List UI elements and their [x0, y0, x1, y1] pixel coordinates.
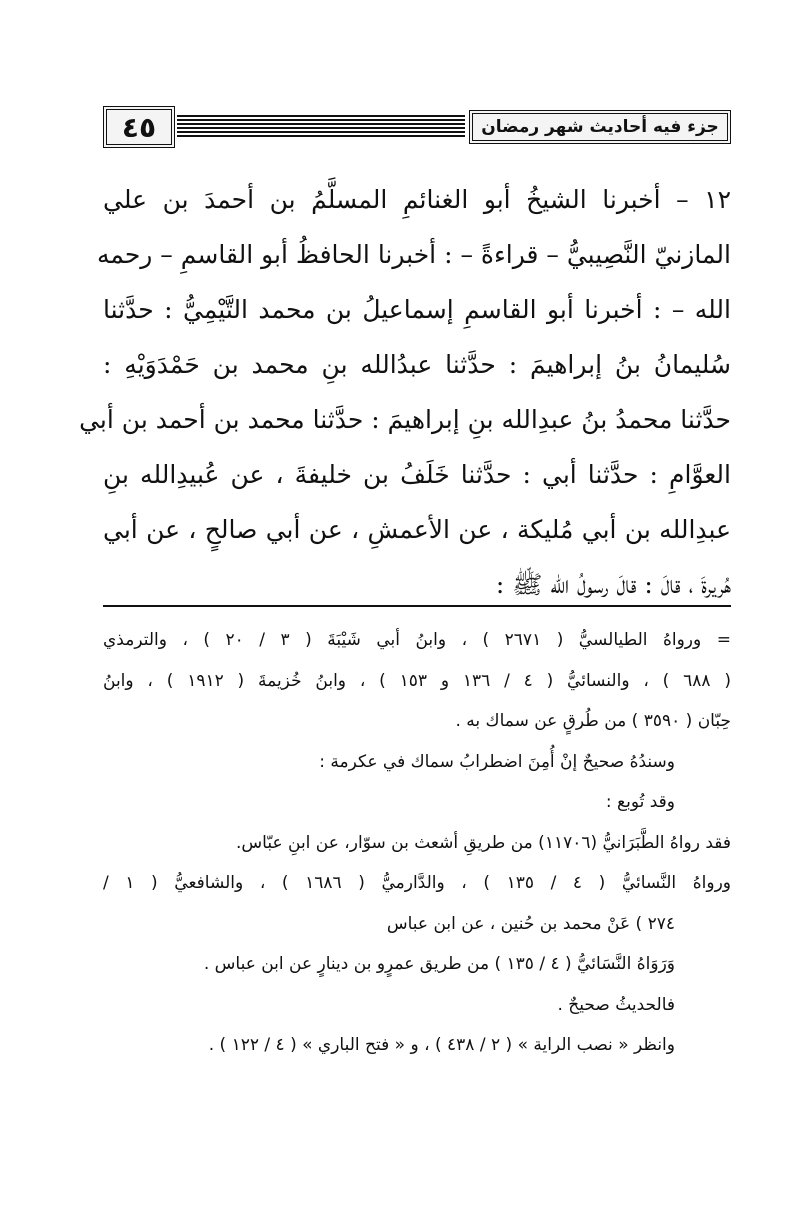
footnote-line: = ورواهُ الطيالسيُّ ( ٢٦٧١ ) ، وابنُ أبي شَيْبَةَ ( ٣ / ٢٠ ) ، والترمذي: [103, 630, 731, 650]
footnote-line: فالحديثُ صحيحٌ .: [557, 994, 675, 1015]
footnote-line: فقد رواهُ الطَّبَرَانيُّ (١١٧٠٦) من طريقِ أشعث بن سوّار، عن ابنِ عبّاس.: [236, 832, 731, 853]
footnote-line: وسندُهُ صحيحٌ إنْ أُمِنَ اضطرابُ سماك في عكرمة :: [319, 751, 675, 772]
header-decorative-rule: [177, 115, 465, 139]
text-line: ١٢ – أخبرنا الشيخُ أبو الغنائمِ المسلَّمُ بن أحمدَ بن علي: [103, 185, 731, 214]
text-line: عبدِالله بن أبي مُليكة ، عن الأعمشِ ، عن أبي صالحٍ ، عن أبي: [103, 515, 731, 544]
hadith-text: [79, 172, 731, 612]
footnote-line: وَرَوَاهُ النَّسَائيُّ ( ٤ / ١٣٥ ) من طريق عمرٍو بن دينارٍ عن ابن عباس .: [203, 954, 675, 974]
text-line: هُريرةَ ، قالَ : قالَ رسولُ الله ﷺ :: [495, 570, 731, 599]
footnote-line: ( ٦٨٨ ) ، والنسائيُّ ( ٤ / ١٣٦ و ١٥٣ ) ، وابنُ خُزيمةَ ( ١٩١٢ ) ، وابنُ: [103, 670, 732, 691]
text-line: العوَّامِ : حدَّثنا أبي : حدَّثنا خَلَفُ بن خليفةَ ، عن عُبيدِالله بنِ: [103, 460, 731, 489]
text-line: الله – : أخبرنا أبو القاسمِ إسماعيلُ بن محمد التَّيْمِيُّ : حدَّثنا: [103, 295, 731, 324]
text-line: حدَّثنا محمدُ بنُ عبدِالله بنِ إبراهيمَ : حدَّثنا محمد بن أحمد بن أبي: [79, 405, 731, 434]
footnote-line: وقد تُوبع :: [605, 792, 675, 812]
footnote-line: حِبّان ( ٣٥٩٠ ) من طُرقٍ عن سماك به .: [455, 711, 731, 731]
page-number: ٤٥: [103, 106, 175, 148]
page-header: [103, 102, 731, 152]
text-line: المازنيّ النَّصِيبيُّ – قراءةً – : أخبرنا الحافظُ أبو القاسمِ – رحمه: [96, 240, 731, 269]
footnote-line: ٢٧٤ ) عَنْ محمد بن حُنين ، عن ابن عباس: [386, 913, 675, 934]
text-line: سُليمانُ بنُ إبراهيمَ : حدَّثنا عبدُالله بنِ محمد بن حَمْدَوَيْهِ :: [103, 350, 731, 379]
header-title: جزء فيه أحاديث شهر رمضان: [469, 110, 731, 144]
footnote-line: ورواهُ النَّسائيُّ ( ٤ / ١٣٥ ) ، والدَّارميُّ ( ١٦٨٦ ) ، والشافعيُّ ( ١ /: [103, 873, 731, 893]
footnotes: [103, 620, 731, 1066]
footnote-line: وانظر « نصب الراية » ( ٢ / ٤٣٨ ) ، و « فتح الباري » ( ٤ / ١٢٢ ) .: [208, 1035, 675, 1055]
footnote-divider: [103, 605, 731, 607]
